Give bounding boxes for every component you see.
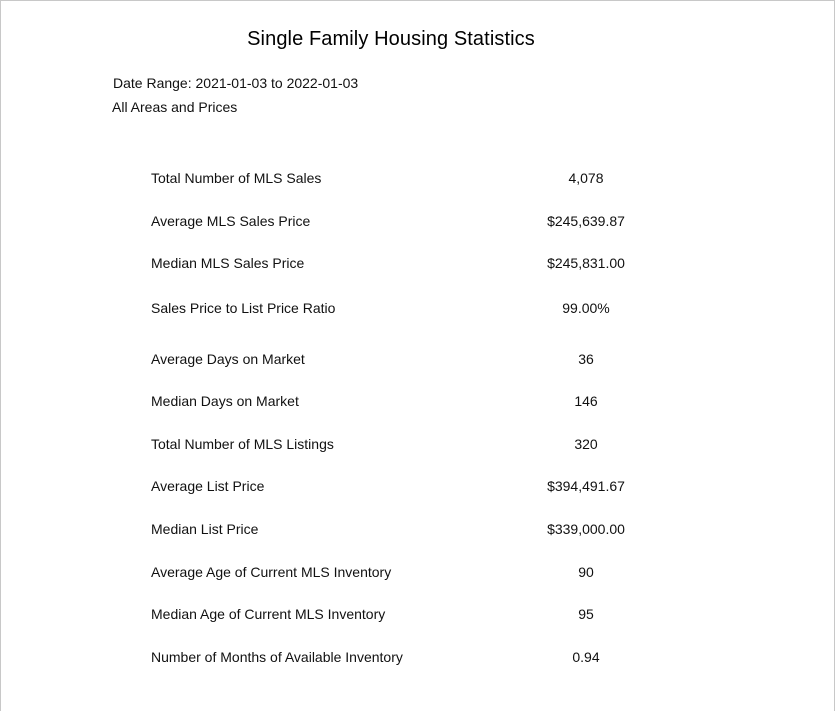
stat-value: $339,000.00 bbox=[547, 521, 625, 537]
stat-label: Sales Price to List Price Ratio bbox=[151, 300, 336, 316]
stat-row bbox=[1, 649, 836, 669]
stat-value: 99.00% bbox=[562, 300, 610, 316]
stat-row bbox=[1, 436, 836, 456]
stat-label: Average Age of Current MLS Inventory bbox=[151, 564, 392, 580]
stats-table bbox=[1, 1, 836, 711]
stat-value: 36 bbox=[578, 351, 594, 367]
stat-label: Number of Months of Available Inventory bbox=[151, 649, 403, 665]
stat-value: $394,491.67 bbox=[547, 478, 625, 494]
stat-label: Median List Price bbox=[151, 521, 259, 537]
date-range-text: Date Range: 2021-01-03 to 2022-01-03 bbox=[113, 75, 359, 91]
stat-row bbox=[1, 564, 836, 584]
stat-row bbox=[1, 300, 836, 320]
scope-text: All Areas and Prices bbox=[112, 99, 238, 115]
stat-label: Total Number of MLS Sales bbox=[151, 170, 322, 186]
stat-row bbox=[1, 170, 836, 190]
stat-label: Average List Price bbox=[151, 478, 265, 494]
stat-row bbox=[1, 351, 836, 371]
stat-row bbox=[1, 393, 836, 413]
stat-value: $245,831.00 bbox=[547, 255, 625, 271]
stat-label: Average MLS Sales Price bbox=[151, 213, 311, 229]
stat-row bbox=[1, 213, 836, 233]
stat-value: 4,078 bbox=[568, 170, 604, 186]
stat-row bbox=[1, 255, 836, 275]
stat-label: Average Days on Market bbox=[151, 351, 305, 367]
stat-label: Median Days on Market bbox=[151, 393, 299, 409]
stat-row bbox=[1, 606, 836, 626]
stat-value: 90 bbox=[578, 564, 594, 580]
stat-label: Median MLS Sales Price bbox=[151, 255, 305, 271]
report-title: Single Family Housing Statistics bbox=[247, 28, 535, 50]
stat-label: Median Age of Current MLS Inventory bbox=[151, 606, 386, 622]
stat-value: 95 bbox=[578, 606, 594, 622]
stat-row bbox=[1, 478, 836, 498]
stat-value: 320 bbox=[574, 436, 598, 452]
stat-label: Total Number of MLS Listings bbox=[151, 436, 334, 452]
stat-value: 0.94 bbox=[572, 649, 600, 665]
stat-value: $245,639.87 bbox=[547, 213, 625, 229]
stat-row bbox=[1, 521, 836, 541]
stat-value: 146 bbox=[574, 393, 598, 409]
